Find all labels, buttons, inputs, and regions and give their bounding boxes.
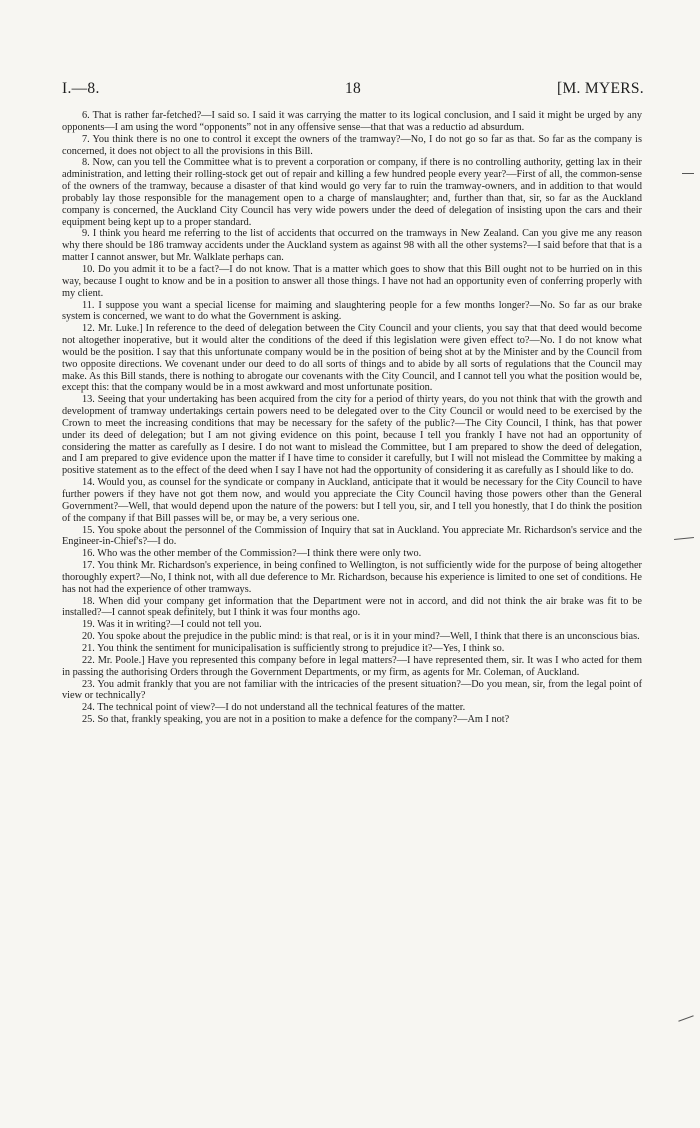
margin-pencil-mark	[682, 173, 694, 174]
paragraph-17: 17. You think Mr. Richardson's experience, in being confined to Wellington, is not sufficiently wide for the purpose of being altogether thoroughly expert?—No, I think not, with all due deference to Mr. Richardson, because his experience is limited to one set of conditions. He has not had the experience of other tramways.	[62, 560, 642, 595]
paragraph-13: 13. Seeing that your undertaking has been acquired from the city for a period of thirty years, do you not think that with the growth and development of tramway undertakings certain powers need to be delegated over to the City Council or would need to be exercised by the Crown to meet the increasing conditions that may be necessary for the safety of the public?—The City Council, I think, has that power under its deed of delegation; but I am not giving evidence on this point, because I tell you frankly I have not had an opportunity of considering the matter as carefully as I desire. I do not want to mislead the Committee, but I am prepared to show the deed of delegation, and I am prepared to give evidence upon the matter if I have time to consider it carefully, but I will not mislead the Committee by making a positive statement as to the effect of the deed when I say I have not had the opportunity of considering it as carefully as I should like to do.	[62, 394, 642, 477]
paragraph-11: 11. I suppose you want a special license for maiming and slaughtering people for a few months longer?—No. So far as our brake system is concerned, we want to do what the Government is asking.	[62, 299, 642, 323]
paragraph-23: 23. You admit frankly that you are not familiar with the intricacies of the present situation?—Do you mean, sir, from the legal point of view or technically?	[62, 678, 642, 702]
paragraph-14: 14. Would you, as counsel for the syndicate or company in Auckland, anticipate that it would be necessary for the City Council to have further powers if they have not got them now, and would you appreciate the City Council having those powers other than the General Government?—Well, that would depend upon the nature of the powers: but I tell you, sir, and I tell you honestly, that I do think the position of the company if that Bill passes will be, or may be, a very serious one.	[62, 477, 642, 524]
margin-pencil-mark	[678, 1015, 693, 1021]
page-header	[62, 80, 644, 104]
witness-name: [M. MYERS.	[557, 80, 644, 97]
paragraph-15: 15. You spoke about the personnel of the Commission of Inquiry that sat in Auckland. You appreciate Mr. Richardson's service and the Engineer-in-Chief's?—I do.	[62, 524, 642, 548]
paragraph-6: 6. That is rather far-fetched?—I said so. I said it was carrying the matter to its logical conclusion, and I said it might be urged by any opponents—I am using the word “opponents” not in any offensive sense—that that was a reductio ad absurdum.	[62, 110, 642, 133]
paragraph-24: 24. The technical point of view?—I do not understand all the technical features of the matter.	[82, 702, 466, 714]
paragraph-22: 22. Mr. Poole.] Have you represented this company before in legal matters?—I have represented them, sir. It was I who acted for them in passing the authorising Orders through the Government Departments, or my firm, as agents for Mr. Coleman, of Auckland.	[62, 654, 642, 678]
paragraph-12: 12. Mr. Luke.] In reference to the deed of delegation between the City Council and your clients, you say that that deed would become not altogether inoperative, but it would alter the conditions of the deed if this legislation were given effect to?—No. I do not know what would be the position. I say that this unfortunate company would be in the position of being shot at by the Minister and by the Council from two opposite directions. We covenant under our deed to do all sorts of things and to abide by all sorts of regulations that the Council may make. As this Bill stands, there is nothing to abrogate our covenants with the City Council, and I cannot tell you what the position would be, except this: that the company would be in a most awkward and most unfortunate position.	[62, 323, 642, 394]
paragraph-21: 21. You think the sentiment for municipalisation is sufficiently strong to prejudice it?—Yes, I think so.	[82, 642, 505, 654]
paragraph-16: 16. Who was the other member of the Commission?—I think there were only two.	[82, 548, 422, 560]
page-number: 18	[344, 80, 362, 97]
paragraph-7: 7. You think there is no one to control it except the owners of the tramway?—No, I do not go so far as that. So far as the company is concerned, it does not object to all the provisions in this Bill.	[62, 133, 642, 157]
paragraph-19: 19. Was it in writing?—I could not tell you.	[82, 619, 262, 631]
paragraph-8: 8. Now, can you tell the Committee what is to prevent a corporation or company, if there is no controlling authority, getting lax in their administration, and letting their rolling-stock get out of repair and killing a few hundred people every year?—First of all, the common-sense of the owners of the tramway, because a disaster of that kind would go very far to ruin the tramway-owners, and in addition to that would probably lay those responsible for the management open to a charge of manslaughter; and, further than that, sir, so far as the Auckland company is concerned, the Auckland City Council has very wide powers under the deed of delegation of insisting upon the cars and their equipment being kept up to a proper standard.	[62, 157, 642, 228]
evidence-body	[62, 110, 642, 726]
paragraph-9: 9. I think you heard me referring to the list of accidents that occurred on the tramways in New Zealand. Can you give me any reason why there should be 186 tramway accidents under the Auckland system as against 98 with all the other systems?—I said before that that is a matter I cannot answer, but Mr. Walklate perhaps can.	[62, 228, 642, 264]
paragraph-10: 10. Do you admit it to be a fact?—I do not know. That is a matter which goes to show that this Bill ought not to be hurried on in this way, because I ought to know and be in a position to answer all those things. I have not had an opportunity even of conferring properly with my client.	[62, 263, 642, 299]
paragraph-20: 20. You spoke about the prejudice in the public mind: is that real, or is it in your mind?—Well, I think that there is an unconscious bias.	[82, 631, 640, 643]
paragraph-18: 18. When did your company get information that the Department were not in accord, and did not think the air brake was fit to be installed?—I cannot speak definitely, but I think it was four months ago.	[62, 595, 642, 619]
paragraph-25: 25. So that, frankly speaking, you are not in a position to make a defence for the company?—Am I not?	[82, 714, 510, 726]
margin-pencil-mark	[674, 537, 694, 540]
paper-reference: I.—8.	[62, 80, 100, 97]
